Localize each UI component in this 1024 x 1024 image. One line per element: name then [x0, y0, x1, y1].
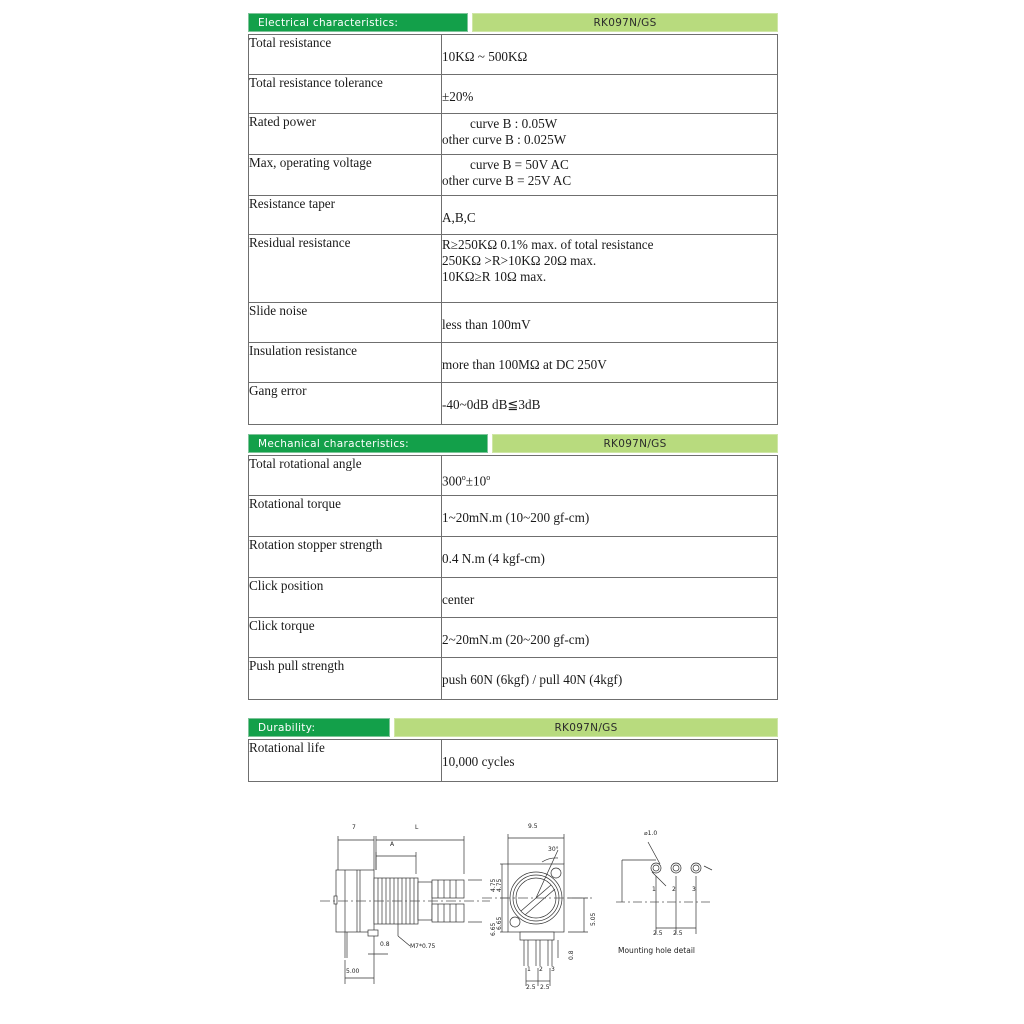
spec-value [442, 740, 778, 782]
table-row [249, 155, 778, 196]
spec-value-line: 0.4 N.m (4 kgf-cm) [442, 551, 545, 567]
spec-label: Rotation stopper strength [249, 537, 442, 578]
dim-thread-m7: M7*0.75 [410, 943, 436, 950]
table-row [249, 343, 778, 383]
spec-label: Click position [249, 578, 442, 618]
spec-value-line: R≥250KΩ 0.1% max. of total resistance [442, 237, 654, 252]
spec-value-line: curve B = 50V AC [470, 157, 569, 172]
spec-value [442, 578, 778, 618]
table-row [249, 456, 778, 496]
spec-label: Total resistance tolerance [249, 75, 442, 114]
spec-value [442, 343, 778, 383]
dim-front-pitch-1: 2.5 [526, 984, 536, 991]
spec-value [442, 496, 778, 537]
dim-front-9p5: 9.5 [528, 823, 538, 830]
spec-value-line: other curve B = 25V AC [442, 173, 572, 188]
pin-label-2: 2 [539, 966, 543, 973]
spec-value-line: 10,000 cycles [442, 754, 515, 769]
spec-value-line: 10KΩ ~ 500KΩ [442, 49, 528, 64]
table-row [249, 196, 778, 235]
table-row [249, 383, 778, 425]
spec-value [442, 383, 778, 425]
spec-label: Rotational life [249, 740, 442, 782]
table-row [249, 537, 778, 578]
dim-side-0p8: 0.8 [380, 941, 390, 948]
spec-label: Rotational torque [249, 496, 442, 537]
dim-side-4p75: 4.75 [490, 878, 497, 892]
spec-value [442, 456, 778, 496]
mount-pin-label-2: 2 [672, 886, 676, 893]
spec-value [442, 75, 778, 114]
section-header [248, 718, 778, 737]
spec-label: Residual resistance [249, 235, 442, 303]
spec-label: Click torque [249, 618, 442, 658]
dim-mount-pitch-2: 2.5 [673, 930, 683, 937]
dim-front-5p05: 5.05 [590, 912, 597, 926]
dim-side-5p00: 5.00 [346, 968, 360, 975]
dim-front-0p8: 0.8 [568, 950, 575, 960]
spec-value [442, 235, 778, 303]
section-durability [248, 718, 778, 782]
table-row [249, 658, 778, 700]
electrical-table [248, 34, 778, 425]
pin-label-1: 1 [527, 966, 531, 973]
model-label: RK097N/GS [492, 434, 778, 453]
spec-label: Total rotational angle [249, 456, 442, 496]
table-row [249, 303, 778, 343]
spec-value [442, 303, 778, 343]
model-label: RK097N/GS [394, 718, 778, 737]
table-row [249, 35, 778, 75]
front-view-drawing [480, 818, 620, 998]
spec-value-line: 1~20mN.m (10~200 gf-cm) [442, 510, 590, 526]
spec-value [442, 537, 778, 578]
spec-value-line: 10KΩ≥R 10Ω max. [442, 269, 547, 284]
table-row [249, 740, 778, 782]
spec-value-line: -40~0dB dB≦3dB [442, 397, 541, 412]
section-title: Electrical characteristics: [248, 13, 468, 32]
section-mechanical [248, 434, 778, 700]
spec-value [442, 196, 778, 235]
section-header [248, 434, 778, 453]
spec-label: Gang error [249, 383, 442, 425]
dim-front-4p75: 4.75 [496, 878, 503, 892]
spec-value [442, 35, 778, 75]
spec-value [442, 155, 778, 196]
spec-label: Resistance taper [249, 196, 442, 235]
spec-value-line: more than 100MΩ at DC 250V [442, 357, 607, 372]
model-label: RK097N/GS [472, 13, 778, 32]
spec-value-line: ±20% [442, 89, 474, 104]
dim-front-pitch-2: 2.5 [540, 984, 550, 991]
spec-value-line: $300^o\pm 10^o$ [442, 473, 491, 489]
mechanical-table [248, 455, 778, 700]
dim-side-6p65: 6.65 [490, 922, 497, 936]
spec-value-line: A,B,C [442, 210, 476, 225]
spec-label: Slide noise [249, 303, 442, 343]
spec-value-line: center [442, 592, 475, 608]
dim-front-6p65: 6.65 [496, 916, 503, 930]
spec-label: Max, operating voltage [249, 155, 442, 196]
dim-side-L: L [415, 824, 419, 831]
dim-front-30deg: 30° [548, 846, 559, 853]
spec-value [442, 618, 778, 658]
spec-label: Push pull strength [249, 658, 442, 700]
table-row [249, 75, 778, 114]
spec-value-line: 250KΩ >R>10KΩ 20Ω max. [442, 253, 597, 268]
table-row [249, 496, 778, 537]
section-header [248, 13, 778, 32]
spec-value [442, 114, 778, 155]
spec-value [442, 658, 778, 700]
table-row [249, 578, 778, 618]
table-row [249, 235, 778, 303]
spec-value-line: curve B : 0.05W [470, 116, 558, 131]
technical-drawing [300, 818, 760, 1008]
table-row [249, 114, 778, 155]
dim-side-7: 7 [352, 824, 356, 831]
dim-mount-hole-dia: ⌀1.0 [644, 830, 658, 837]
spec-value-line: other curve B : 0.025W [442, 132, 567, 147]
spec-value-line: push 60N (6kgf) / pull 40N (4kgf) [442, 672, 623, 688]
spec-value-line: 2~20mN.m (20~200 gf-cm) [442, 632, 590, 648]
table-row [249, 618, 778, 658]
durability-table [248, 739, 778, 782]
mounting-detail-caption: Mounting hole detail [618, 946, 695, 955]
dim-side-A: A [390, 841, 395, 848]
mount-pin-label-3: 3 [692, 886, 696, 893]
pin-label-3: 3 [551, 966, 555, 973]
spec-label: Rated power [249, 114, 442, 155]
spec-label: Insulation resistance [249, 343, 442, 383]
dim-mount-pitch-1: 2.5 [653, 930, 663, 937]
section-title: Durability: [248, 718, 390, 737]
spec-value-line: less than 100mV [442, 317, 531, 332]
mount-pin-label-1: 1 [652, 886, 656, 893]
section-electrical [248, 13, 778, 425]
spec-label: Total resistance [249, 35, 442, 75]
section-title: Mechanical characteristics: [248, 434, 488, 453]
